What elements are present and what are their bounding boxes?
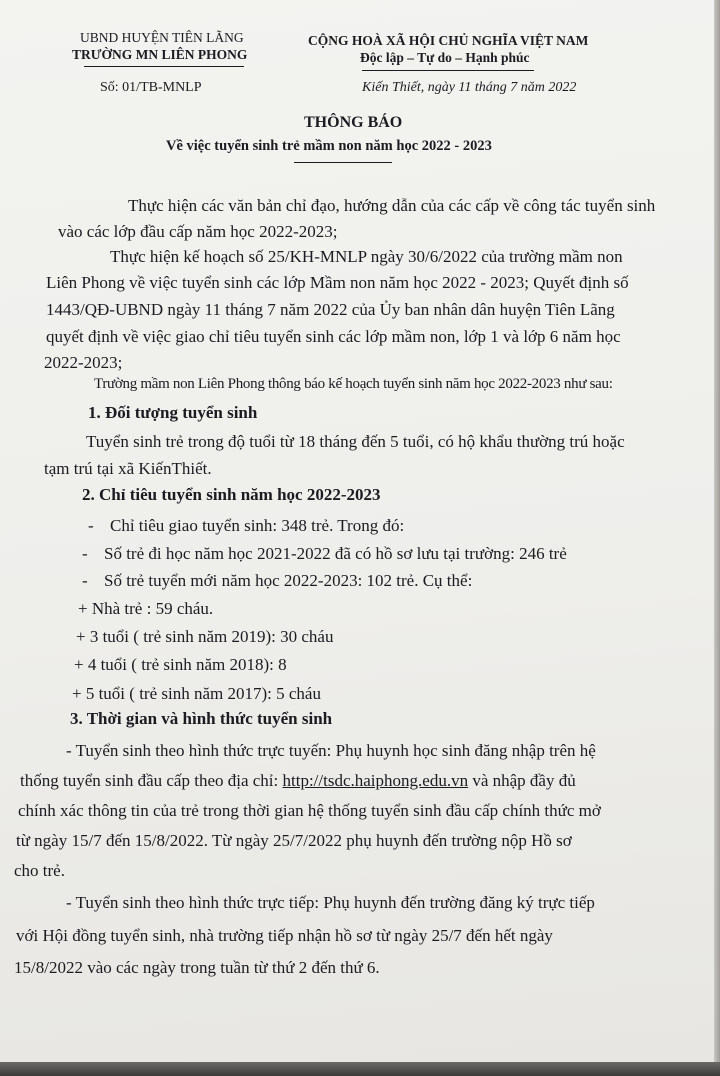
online-line2 bbox=[20, 767, 576, 795]
quota-sub-nursery: + Nhà trẻ : 59 cháu. bbox=[78, 599, 214, 618]
quota-item-existing: Số trẻ đi học năm học 2021-2022 đã có hồ sơ lưu tại trường: 246 trẻ bbox=[104, 544, 567, 563]
notice-subject: Về việc tuyển sinh trẻ mầm non năm học 2022 - 2023 bbox=[166, 138, 492, 154]
quota-dash-1: - bbox=[88, 516, 94, 535]
national-title: CỘNG HOÀ XÃ HỘI CHỦ NGHĨA VIỆT NAM bbox=[308, 33, 589, 48]
section3-heading: 3. Thời gian và hình thức tuyển sinh bbox=[70, 709, 333, 728]
page-edge-shadow bbox=[714, 0, 720, 1076]
section1-heading: 1. Đối tượng tuyển sinh bbox=[88, 403, 258, 422]
notice-title: THÔNG BÁO bbox=[304, 114, 403, 131]
intro-p2-line3: 1443/QĐ-UBND ngày 11 tháng 7 năm 2022 của Ủy ban nhân dân huyện Tiên Lãng bbox=[46, 300, 615, 319]
online-line1: - Tuyển sinh theo hình thức trực tuyến: Phụ huynh học sinh đăng nhập trên hệ bbox=[66, 741, 596, 760]
section1-line2: tạm trú tại xã KiếnThiết. bbox=[44, 459, 212, 478]
intro-p1-line1: Thực hiện các văn bản chỉ đạo, hướng dẫn của các cấp về công tác tuyển sinh bbox=[128, 196, 656, 215]
document-number: Số: 01/TB-MNLP bbox=[100, 80, 202, 95]
quota-sub-age4: + 4 tuổi ( trẻ sinh năm 2018): 8 bbox=[74, 655, 287, 674]
online-line5: cho trẻ. bbox=[14, 861, 65, 880]
online-line3: chính xác thông tin của trẻ trong thời gian hệ thống tuyển sinh đầu cấp chính thức mở bbox=[18, 801, 601, 820]
online-line4: từ ngày 15/7 đến 15/8/2022. Từ ngày 25/7/2022 phụ huynh đến trường nộp Hồ sơ bbox=[16, 831, 572, 850]
direct-line1: - Tuyển sinh theo hình thức trực tiếp: Phụ huynh đến trường đăng ký trực tiếp bbox=[66, 893, 595, 912]
intro-p1-line2: vào các lớp đầu cấp năm học 2022-2023; bbox=[58, 222, 338, 241]
page-bottom-shadow bbox=[0, 1062, 720, 1076]
section1-line1: Tuyển sinh trẻ trong độ tuổi từ 18 tháng đến 5 tuổi, có hộ khẩu thường trú hoặc bbox=[86, 432, 625, 451]
direct-line3: 15/8/2022 vào các ngày trong tuần từ thứ 2 đến thứ 6. bbox=[14, 958, 380, 977]
online-line2-suffix: và nhập đầy đủ bbox=[468, 771, 576, 790]
intro-p2-line5: 2022-2023; bbox=[44, 353, 123, 372]
intro-p2-line1: Thực hiện kế hoạch số 25/KH-MNLP ngày 30/6/2022 của trường mầm non bbox=[110, 247, 623, 266]
direct-line2: với Hội đồng tuyển sinh, nhà trường tiếp nhận hồ sơ từ ngày 25/7 đến hết ngày bbox=[16, 926, 553, 945]
issuer-underline bbox=[84, 66, 244, 67]
intro-p3: Trường mầm non Liên Phong thông báo kế hoạch tuyển sinh năm học 2022-2023 như sau: bbox=[94, 376, 613, 392]
intro-p2-line4: quyết định về việc giao chỉ tiêu tuyển sinh các lớp mầm non, lớp 1 và lớp 6 năm học bbox=[46, 327, 621, 346]
enrollment-portal-link[interactable]: http://tsdc.haiphong.edu.vn bbox=[282, 771, 469, 790]
intro-p2-line2: Liên Phong về việc tuyển sinh các lớp Mầm non năm học 2022 - 2023; Quyết định số bbox=[46, 273, 629, 292]
online-line2-prefix: thống tuyển sinh đầu cấp theo địa chỉ: bbox=[20, 771, 283, 790]
quota-item-new: Số trẻ tuyển mới năm học 2022-2023: 102 trẻ. Cụ thể: bbox=[104, 571, 473, 590]
place-date: Kiến Thiết, ngày 11 tháng 7 năm 2022 bbox=[362, 80, 577, 95]
issuer-authority: UBND HUYỆN TIÊN LÃNG bbox=[80, 30, 244, 45]
motto-underline bbox=[362, 70, 534, 71]
national-motto: Độc lập – Tự do – Hạnh phúc bbox=[360, 50, 530, 65]
quota-item-total: Chỉ tiêu giao tuyển sinh: 348 trẻ. Trong đó: bbox=[110, 516, 405, 535]
quota-dash-2: - bbox=[82, 544, 88, 563]
quota-dash-3: - bbox=[82, 571, 88, 590]
quota-sub-age3: + 3 tuổi ( trẻ sinh năm 2019): 30 cháu bbox=[76, 627, 334, 646]
quota-sub-age5: + 5 tuổi ( trẻ sinh năm 2017): 5 cháu bbox=[72, 684, 321, 703]
section2-heading: 2. Chỉ tiêu tuyển sinh năm học 2022-2023 bbox=[82, 485, 381, 504]
issuer-school: TRƯỜNG MN LIÊN PHONG bbox=[72, 47, 248, 62]
title-underline bbox=[294, 162, 392, 163]
